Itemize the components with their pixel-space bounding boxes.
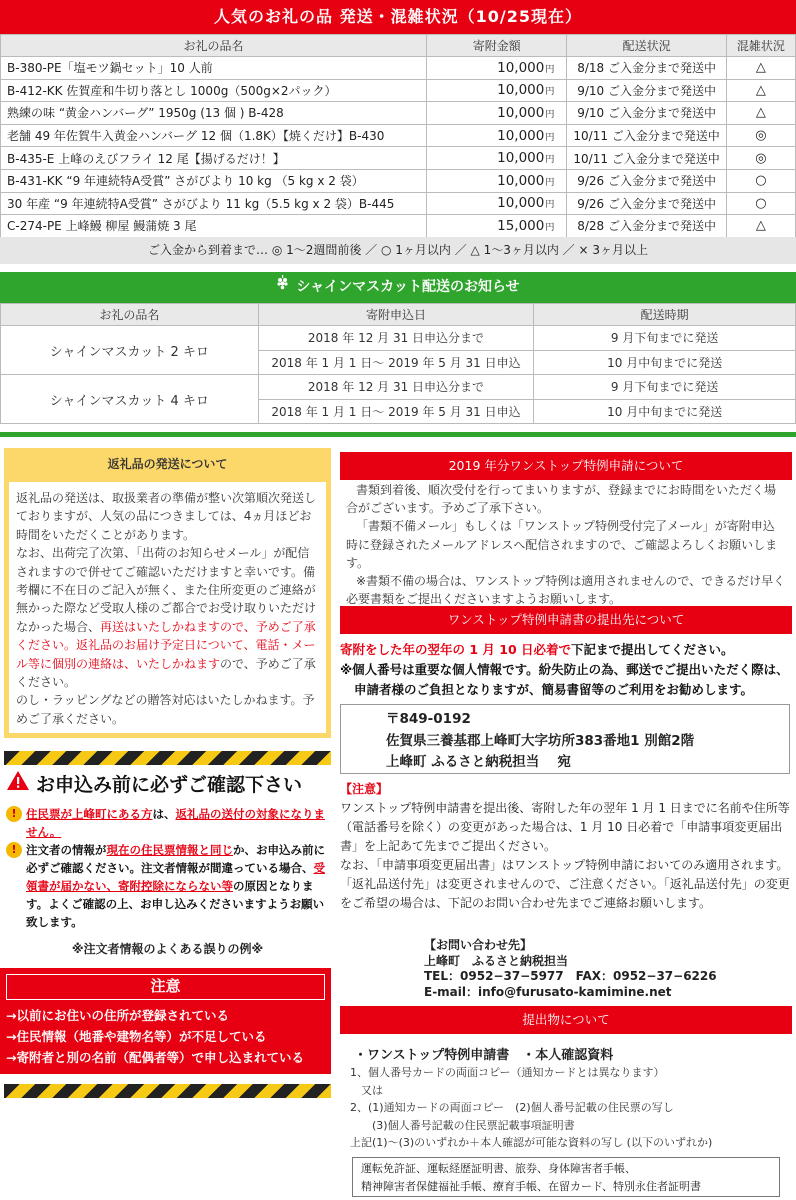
popular-row [1, 192, 796, 215]
crowd-status: ○ [726, 169, 795, 192]
submit-to-title: ワンストップ特例申請書の提出先について [340, 606, 792, 634]
caution-item: →寄附者と別の名前（配偶者等）で申し込まれている [6, 1050, 304, 1065]
crowd-status: △ [726, 79, 795, 102]
muscat-date: 2018 年 1 月 1 日〜 2019 年 5 月 31 日申込 [258, 399, 534, 424]
popular-row [1, 215, 796, 238]
shipping-status: 9/26 ご入金分まで発送中 [567, 169, 726, 192]
muscat-row [1, 326, 796, 351]
muscat-row [1, 375, 796, 400]
item-name: C-274-PE 上峰鰻 柳屋 鰻蒲焼 3 尾 [1, 215, 427, 238]
muscat-period: 10 月中旬までに発送 [534, 399, 796, 424]
shipping-status: 9/10 ご入金分まで発送中 [567, 79, 726, 102]
muscat-date: 2018 年 12 月 31 日申込分まで [258, 326, 534, 351]
documents-item: 1、個人番号カードの両面コピー（通知カードとは異なります） [350, 1066, 665, 1079]
deadline-red: 寄附をした年の翌年の 1 月 10 日必着で [340, 642, 572, 657]
donation-amount: 10,000円 [427, 102, 567, 125]
crowd-status: ○ [726, 192, 795, 215]
mailing-address [340, 704, 790, 774]
onestop-body [346, 481, 786, 608]
muscat-divider [0, 432, 796, 437]
postal-code: 〒849-0192 [386, 711, 471, 727]
donation-amount: 15,000円 [427, 215, 567, 238]
address-recipient: 上峰町 ふるさと納税担当 宛 [386, 754, 571, 770]
muscat-title [0, 272, 796, 303]
shipping-info-p1: 返礼品の発送は、取扱業者の準備が整い次第順次発送しておりますが、人気の品につきましては、4ヵ月ほどお時間をいただくことがあります。 [16, 491, 317, 542]
popular-row [1, 79, 796, 102]
confirm-title: お申込み前に必ずご確認下さい [6, 770, 302, 797]
col-crowd: 混雑状況 [726, 35, 795, 57]
shipping-status: 10/11 ご入金分まで発送中 [567, 124, 726, 147]
col-shipping: 配送状況 [567, 35, 726, 57]
popular-row [1, 147, 796, 170]
contact-dept: 上峰町 ふるさと納税担当 [424, 953, 569, 968]
exclamation-icon: ! [6, 806, 22, 822]
muscat-col-date: 寄附申込日 [258, 304, 534, 326]
donation-amount: 10,000円 [427, 57, 567, 80]
note-p1: ワンストップ特例申請書を提出後、寄附した年の翌年 1 月 1 日までに名前や住所等（電話番号を除く）の変更があった場合は、1 月 10 日必着で「申請事項変更届出書」を上記あて先までご提出ください。 [340, 801, 790, 853]
donation-amount: 10,000円 [427, 147, 567, 170]
onestop-p3: ※書類不備の場合は、ワンストップ特例は適用されませんので、できるだけ早く必要書類をご提出くださいますようお願いします。 [346, 574, 786, 607]
hazard-stripe-bottom [4, 1084, 331, 1098]
contact-label: 【お問い合わせ先】 [424, 938, 533, 952]
item-name: B-412-KK 佐賀産和牛切り落とし 1000g（500g×2パック） [1, 79, 427, 102]
shipping-status: 10/11 ご入金分まで発送中 [567, 147, 726, 170]
note-label: 【注意】 [340, 782, 389, 796]
muscat-item-name: シャインマスカット 4 キロ [1, 375, 259, 424]
documents-heading: ・ワンストップ特例申請書 ・本人確認資料 [354, 1048, 614, 1063]
shipping-status: 8/18 ご入金分まで発送中 [567, 57, 726, 80]
donation-amount: 10,000円 [427, 169, 567, 192]
popular-row [1, 124, 796, 147]
popular-title: 人気のお礼の品 発送・混雑状況（10/25現在） [0, 0, 796, 34]
common-errors-heading: ※注文者情報のよくある誤りの例※ [71, 942, 264, 956]
contact-block [424, 938, 717, 1000]
shipping-status: 8/28 ご入金分まで発送中 [567, 215, 726, 238]
item-name: B-435-E 上峰のえびフライ 12 尾【揚げるだけ！】 [1, 147, 427, 170]
item-name: B-431-KK “9 年連続特A受賞” さがびより 10 kg （5 kg x 2 袋） [1, 169, 427, 192]
documents-item: 又は [350, 1083, 383, 1097]
contact-email[interactable]: E-mail：info@furusato-kamimine.net [424, 984, 672, 999]
muscat-table [0, 303, 796, 424]
note-p2: なお、「申請事項変更届出書」はワンストップ特例申請においてのみ適用されます。「返礼品送付先」は変更されませんので、ご注意ください。「返礼品送付先」の変更をご希望の場合は、下記のお問い合わせ先までご連絡お願いします。 [340, 858, 790, 910]
warning-icon [6, 770, 30, 796]
privacy-notice: ※個人番号は重要な個人情報です。紛失防止の為、郵送でご提出いただく際は、申請者様のご負担となりますが、簡易書留等のご利用をお勧めします。 [340, 662, 789, 697]
shipping-status: 9/10 ご入金分まで発送中 [567, 102, 726, 125]
shipping-info-body [9, 482, 326, 733]
notice-resident: ! 住民票が上峰町にある方は、返礼品の送付の対象になりません。 [6, 805, 331, 841]
popular-row [1, 57, 796, 80]
muscat-title-text: シャインマスカット配送のお知らせ [296, 279, 520, 295]
documents-list [350, 1064, 712, 1152]
shipping-info-p3: のし・ラッピングなどの贈答対応はいたしかねます。予めご了承ください。 [16, 693, 315, 726]
item-name: B-380-PE「塩モツ鍋セット」10 人前 [1, 57, 427, 80]
donation-amount: 10,000円 [427, 124, 567, 147]
crowd-status: △ [726, 57, 795, 80]
id-documents-line: 運転免許証、運転経歴証明書、旅券、身体障害者手帳、 [361, 1162, 636, 1175]
muscat-date: 2018 年 1 月 1 日〜 2019 年 5 月 31 日申込 [258, 350, 534, 375]
documents-item: 2、(1)通知カードの両面コピー (2)個人番号記載の住民票の写し [350, 1101, 674, 1114]
documents-item: (3)個人番号記載の住民票記載事項証明書 [350, 1118, 575, 1132]
muscat-period: 10 月中旬までに発送 [534, 350, 796, 375]
muscat-date: 2018 年 12 月 31 日申込分まで [258, 375, 534, 400]
shipping-warning-text: 再送はいたしかねますので、予めご了承ください。返礼品のお届け予定日について、電話・メール等に個別の連絡は、いたしかねます [16, 619, 316, 671]
shipping-info-box [4, 448, 331, 738]
popular-table [0, 34, 796, 238]
item-name: 熟練の味 “黄金ハンバーグ” 1950g (13 個 ) B-428 [1, 102, 427, 125]
donation-amount: 10,000円 [427, 79, 567, 102]
col-item-name: お礼の品名 [1, 35, 427, 57]
change-note [340, 780, 790, 913]
grape-icon [276, 272, 290, 303]
caution-item: →住民情報（地番や建物名等）が不足している [6, 1029, 267, 1044]
hazard-stripe-top [4, 751, 331, 765]
popular-header-row [1, 35, 796, 57]
muscat-period: 9 月下旬までに発送 [534, 375, 796, 400]
muscat-item-name: シャインマスカット 2 キロ [1, 326, 259, 375]
documents-item: 上記(1)〜(3)のいずれか＋本人確認が可能な資料の写し (以下のいずれか) [350, 1136, 713, 1149]
notice-orderer-info: ! 注文者の情報が現在の住民票情報と同じか、お申込み前に必ずご確認ください。注文者情報が間違っている場合、受領書が届かない、寄附控除にならない等の原因となります。よくご確認の上、お申し込みくださいますようお願い致します。 [6, 841, 331, 931]
col-amount: 寄附金額 [427, 35, 567, 57]
popular-row [1, 102, 796, 125]
crowd-status: △ [726, 215, 795, 238]
caution-item: →以前にお住いの住所が登録されている [6, 1008, 229, 1023]
onestop-p1: 書類到着後、順次受付を行ってまいりますが、登録までにお時間をいただく場合がございます。予めご了承下さい。 [346, 483, 777, 516]
muscat-header-row [1, 304, 796, 326]
onestop-p2: 「書類不備メール」もしくは「ワンストップ特例受付完了メール」が寄附申込時に登録されたメールアドレスへ配信されますので、ご確認よろしくお願いします。 [346, 519, 778, 570]
muscat-period: 9 月下旬までに発送 [534, 326, 796, 351]
onestop-title: 2019 年分ワンストップ特例申請について [340, 452, 792, 480]
item-name: 30 年産 “9 年連続特A受賞” さがびより 11 kg（5.5 kg x 2 袋）B-445 [1, 192, 427, 215]
address-line: 佐賀県三養基郡上峰町大字坊所383番地1 別館2階 [386, 732, 695, 749]
caution-title: 注意 [6, 974, 325, 1000]
crowd-status: ◎ [726, 147, 795, 170]
shipping-info-title: 返礼品の発送について [107, 457, 228, 471]
id-documents-line: 精神障害者保健福祉手帳、療育手帳、在留カード、特別永住者証明書 [361, 1179, 702, 1193]
shipping-status: 9/26 ご入金分まで発送中 [567, 192, 726, 215]
crowd-legend: ご入金から到着まで… ◎ 1〜2週間前後 ／ ○ 1ヶ月以内 ／ △ 1〜3ヶ月以内 ／ × 3ヶ月以上 [0, 237, 796, 264]
id-documents-box [352, 1157, 780, 1197]
exclamation-icon: ! [6, 842, 22, 858]
muscat-col-period: 配送時期 [534, 304, 796, 326]
contact-tel: TEL：0952−37−5977 FAX：0952−37−6226 [424, 969, 717, 983]
submit-deadline: 寄附をした年の翌年の 1 月 10 日必着で下記まで提出してください。 ※個人番号は重要な個人情報です。紛失防止の為、郵送でご提出いただく際は、申請者様のご負担となりますが、簡易書留等のご利用をお勧めします。 [340, 640, 792, 700]
documents-title: 提出物について [340, 1006, 792, 1034]
muscat-col-name: お礼の品名 [1, 304, 259, 326]
donation-amount: 10,000円 [427, 192, 567, 215]
crowd-status: △ [726, 102, 795, 125]
caution-box [0, 968, 331, 1074]
crowd-status: ◎ [726, 124, 795, 147]
shipping-info-p2: なお、出荷完了次第、「出荷のお知らせメール」が配信されますので併せてご確認いただけますと幸いです。備考欄に不在日のご記入が無く、また住所変更のご連絡が無かった際など受取人様のご都合でお受け取りいただけなかった場合、再送はいたしかねますので、予めご了承ください。返礼品のお届け予定日について、電話・メール等に個別の連絡は、いたしかねますので、予めご了承ください。 [16, 546, 317, 690]
popular-row [1, 169, 796, 192]
item-name: 老舗 49 年佐賀牛入黄金ハンバーグ 12 個（1.8K）【焼くだけ】B-430 [1, 124, 427, 147]
